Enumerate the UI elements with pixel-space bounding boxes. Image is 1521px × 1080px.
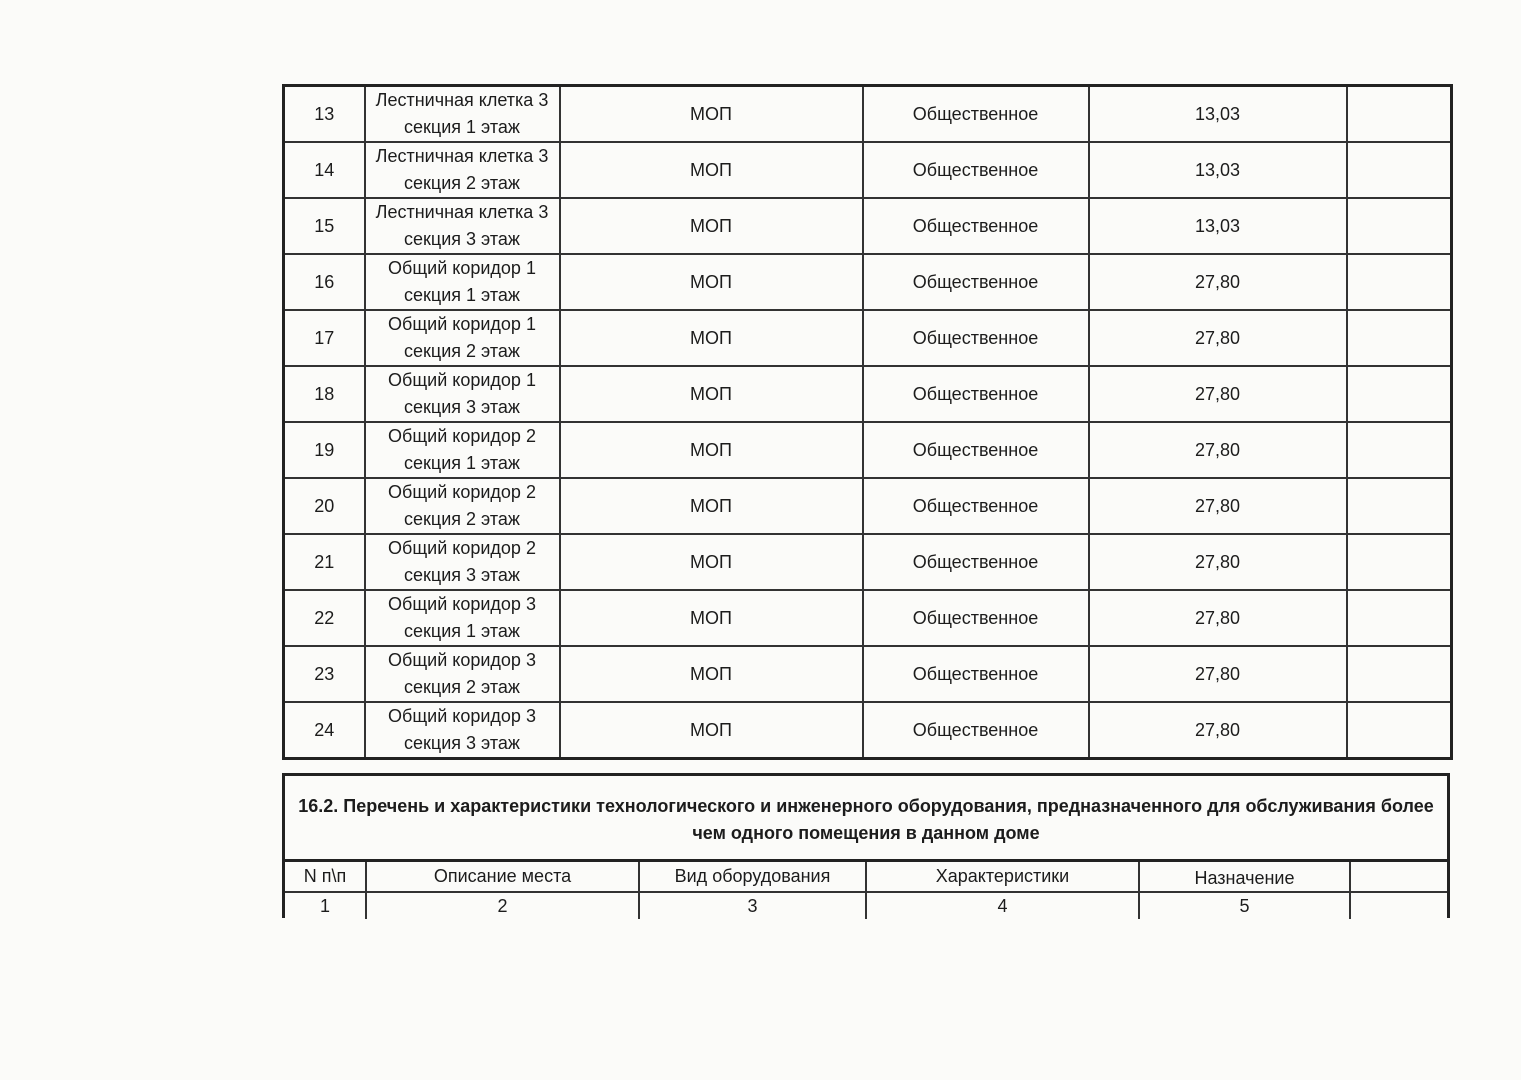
- col-number-2: 2: [366, 892, 639, 919]
- table-row: [284, 86, 1452, 143]
- row-description-line2: секция 3 этаж: [404, 397, 520, 417]
- row-description-line2: секция 2 этаж: [404, 173, 520, 193]
- row-extra: [1347, 422, 1452, 478]
- row-type: МОП: [560, 478, 863, 534]
- row-ownership: Общественное: [863, 198, 1089, 254]
- row-description-line2: секция 3 этаж: [404, 565, 520, 585]
- row-ownership: Общественное: [863, 422, 1089, 478]
- header-purpose: Назначение: [1139, 862, 1350, 892]
- row-area: 27,80: [1089, 702, 1347, 759]
- row-ownership: Общественное: [863, 646, 1089, 702]
- row-type: МОП: [560, 310, 863, 366]
- row-number: 23: [284, 646, 365, 702]
- row-ownership: Общественное: [863, 86, 1089, 143]
- row-extra: [1347, 142, 1452, 198]
- row-description-line1: Лестничная клетка 3: [375, 146, 549, 166]
- row-area: 13,03: [1089, 198, 1347, 254]
- row-extra: [1347, 366, 1452, 422]
- row-description: [365, 142, 560, 198]
- row-extra: [1347, 86, 1452, 143]
- row-description-line2: секция 2 этаж: [404, 677, 520, 697]
- row-area: 27,80: [1089, 254, 1347, 310]
- section-title: [285, 776, 1447, 862]
- equipment-section: [282, 773, 1450, 918]
- table-row: [284, 646, 1452, 702]
- row-description-line2: секция 3 этаж: [404, 229, 520, 249]
- row-type: МОП: [560, 86, 863, 143]
- row-description-line1: Общий коридор 1: [388, 370, 536, 390]
- header-characteristics: Характеристики: [866, 862, 1139, 892]
- row-area: 27,80: [1089, 310, 1347, 366]
- row-area: 27,80: [1089, 534, 1347, 590]
- row-description-line1: Общий коридор 3: [388, 650, 536, 670]
- row-area: 27,80: [1089, 366, 1347, 422]
- row-extra: [1347, 254, 1452, 310]
- row-extra: [1347, 702, 1452, 759]
- row-number: 13: [284, 86, 365, 143]
- header-equipment-type: Вид оборудования: [639, 862, 866, 892]
- col-number-5: 5: [1139, 892, 1350, 919]
- row-number: 16: [284, 254, 365, 310]
- row-type: МОП: [560, 702, 863, 759]
- row-ownership: Общественное: [863, 366, 1089, 422]
- row-description: [365, 86, 560, 143]
- col-number-4: 4: [866, 892, 1139, 919]
- equipment-table: [285, 862, 1447, 919]
- row-extra: [1347, 590, 1452, 646]
- row-description-line2: секция 2 этаж: [404, 509, 520, 529]
- row-description-line1: Общий коридор 1: [388, 258, 536, 278]
- row-area: 13,03: [1089, 142, 1347, 198]
- table-row: [284, 366, 1452, 422]
- row-description-line2: секция 1 этаж: [404, 453, 520, 473]
- row-description: [365, 534, 560, 590]
- row-type: МОП: [560, 646, 863, 702]
- row-description-line1: Общий коридор 1: [388, 314, 536, 334]
- header-extra: [1350, 862, 1447, 892]
- row-description-line1: Общий коридор 3: [388, 594, 536, 614]
- row-area: 27,80: [1089, 422, 1347, 478]
- row-extra: [1347, 198, 1452, 254]
- row-description: [365, 198, 560, 254]
- header-number: N п\п: [285, 862, 366, 892]
- row-ownership: Общественное: [863, 142, 1089, 198]
- row-description: [365, 590, 560, 646]
- table-row: [284, 478, 1452, 534]
- row-ownership: Общественное: [863, 590, 1089, 646]
- row-extra: [1347, 646, 1452, 702]
- table-row: [284, 310, 1452, 366]
- row-type: МОП: [560, 422, 863, 478]
- row-number: 20: [284, 478, 365, 534]
- row-area: 27,80: [1089, 646, 1347, 702]
- row-description-line2: секция 2 этаж: [404, 341, 520, 361]
- row-extra: [1347, 534, 1452, 590]
- header-location: Описание места: [366, 862, 639, 892]
- row-number: 18: [284, 366, 365, 422]
- row-type: МОП: [560, 534, 863, 590]
- row-description-line2: секция 1 этаж: [404, 621, 520, 641]
- col-number-1: 1: [285, 892, 366, 919]
- row-type: МОП: [560, 366, 863, 422]
- table-row: [284, 254, 1452, 310]
- equipment-header-row: [285, 862, 1447, 892]
- row-area: 27,80: [1089, 478, 1347, 534]
- row-description: [365, 254, 560, 310]
- row-ownership: Общественное: [863, 534, 1089, 590]
- row-description: [365, 702, 560, 759]
- col-number-3: 3: [639, 892, 866, 919]
- row-description-line1: Лестничная клетка 3: [375, 90, 549, 110]
- row-ownership: Общественное: [863, 254, 1089, 310]
- row-description-line1: Лестничная клетка 3: [375, 202, 549, 222]
- row-description: [365, 478, 560, 534]
- row-area: 13,03: [1089, 86, 1347, 143]
- table-row: [284, 422, 1452, 478]
- section-title-line2: чем одного помещения в данном доме: [692, 822, 1040, 843]
- col-number-6: [1350, 892, 1447, 919]
- table-row: [284, 590, 1452, 646]
- row-type: МОП: [560, 142, 863, 198]
- row-description: [365, 646, 560, 702]
- row-description-line1: Общий коридор 2: [388, 426, 536, 446]
- row-number: 24: [284, 702, 365, 759]
- row-description-line1: Общий коридор 3: [388, 706, 536, 726]
- row-number: 19: [284, 422, 365, 478]
- row-extra: [1347, 310, 1452, 366]
- row-number: 21: [284, 534, 365, 590]
- table-row: [284, 142, 1452, 198]
- row-extra: [1347, 478, 1452, 534]
- row-type: МОП: [560, 590, 863, 646]
- row-area: 27,80: [1089, 590, 1347, 646]
- row-description-line2: секция 1 этаж: [404, 285, 520, 305]
- table-row: [284, 198, 1452, 254]
- row-number: 22: [284, 590, 365, 646]
- row-description: [365, 422, 560, 478]
- row-description-line2: секция 3 этаж: [404, 733, 520, 753]
- premises-table-body: [284, 86, 1452, 759]
- row-type: МОП: [560, 254, 863, 310]
- row-number: 15: [284, 198, 365, 254]
- row-ownership: Общественное: [863, 310, 1089, 366]
- row-ownership: Общественное: [863, 478, 1089, 534]
- row-description-line1: Общий коридор 2: [388, 482, 536, 502]
- premises-table: [282, 84, 1453, 760]
- equipment-numbering-row: [285, 892, 1447, 919]
- row-ownership: Общественное: [863, 702, 1089, 759]
- row-number: 17: [284, 310, 365, 366]
- section-title-line1: 16.2. Перечень и характеристики технологического и инженерного оборудования, предназначенного для обслуживания более: [298, 795, 1434, 816]
- table-row: [284, 534, 1452, 590]
- row-description-line2: секция 1 этаж: [404, 117, 520, 137]
- row-description-line1: Общий коридор 2: [388, 538, 536, 558]
- row-number: 14: [284, 142, 365, 198]
- row-description: [365, 366, 560, 422]
- table-row: [284, 702, 1452, 759]
- row-description: [365, 310, 560, 366]
- row-type: МОП: [560, 198, 863, 254]
